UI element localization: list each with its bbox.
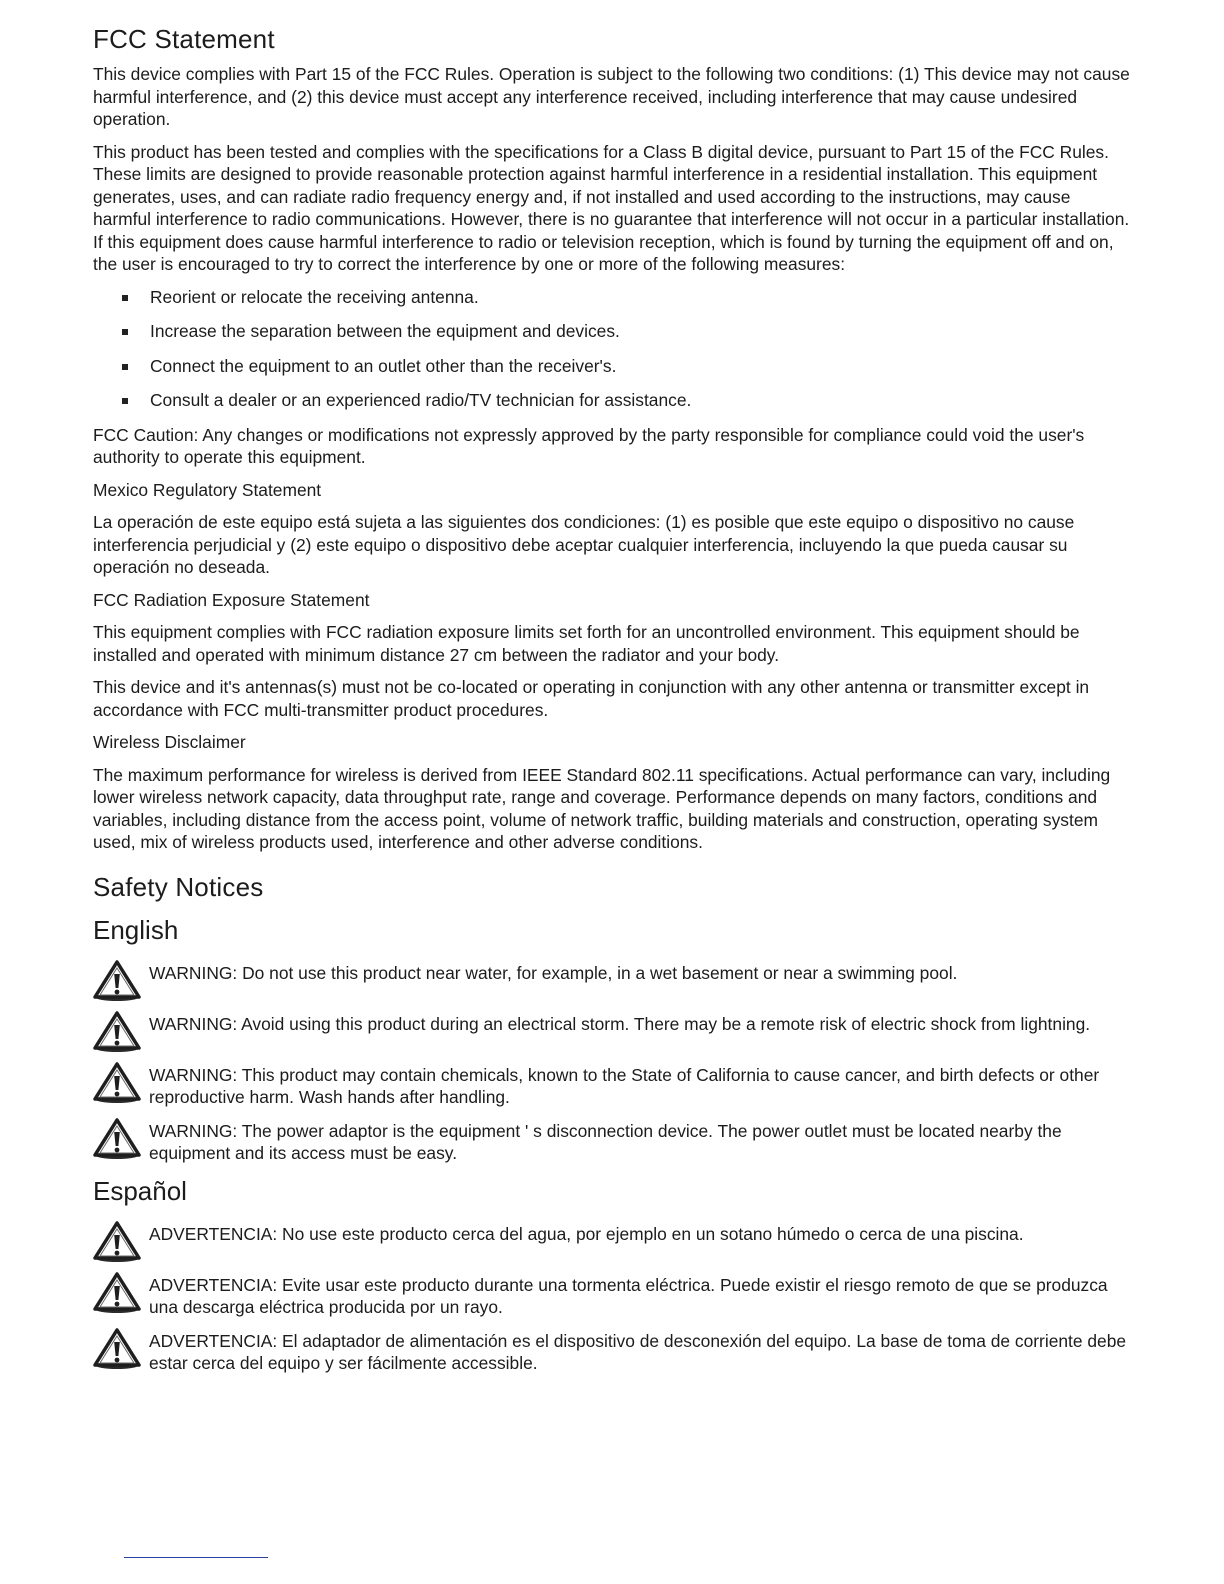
wireless-text: The maximum performance for wireless is derived from IEEE Standard 802.11 specifications. Actual performance can vary, including lower wireless network capacity, data throughput rate, range and coverage. Performance depends on many factors, conditions and variables, including distance from the access point, volume of network traffic, building materials and construction, operating system used, mix of wireless products used, interference and other adverse conditions.: [93, 764, 1111, 852]
warning-label: WARNING:: [149, 1064, 238, 1085]
warning-text: [149, 1064, 1133, 1109]
warning-triangle-icon: [93, 1328, 141, 1370]
list-item: [120, 389, 1133, 412]
warning-body: Evite usar este producto durante una tormenta eléctrica. Puede existir el riesgo remoto de que se produzca una descarga eléctrica producida por un rayo.: [149, 1274, 1108, 1317]
fcc-statement-title: FCC Statement: [93, 24, 275, 54]
warning-label: ADVERTENCIA:: [149, 1223, 278, 1244]
fcc-paragraph-2: This product has been tested and complies with the specifications for a Class B digital device, pursuant to Part 15 of the FCC Rules. These limits are designed to provide reasonable protection against harmful interference in a residential installation. This equipment generates, uses, and can radiate radio frequency energy and, if not installed and used according to the instructions, may cause harmful interference to radio communications. However, there is no guarantee that interference will not occur in a particular installation. If this equipment does cause harmful interference to radio or television reception, which is found by turning the equipment off and on, the user is encouraged to try to correct the interference by one or more of the following measures:: [93, 141, 1130, 274]
radiation-heading: FCC Radiation Exposure Statement: [93, 589, 370, 610]
list-item: [120, 286, 1133, 309]
measure-text: Increase the separation between the equipment and devices.: [150, 321, 620, 341]
list-item: [120, 320, 1133, 343]
mexico-heading: Mexico Regulatory Statement: [93, 479, 322, 500]
warning-triangle-icon: [93, 1272, 141, 1314]
warning-body: Avoid using this product during an electrical storm. There may be a remote risk of electric shock from lightning.: [237, 1013, 1091, 1034]
warning-item: [93, 1013, 1133, 1053]
safety-notices-title: Safety Notices: [93, 871, 264, 902]
square-bullet-icon: [122, 364, 128, 370]
measure-text: Connect the equipment to an outlet other than the receiver's.: [150, 355, 617, 376]
warning-triangle-icon: [93, 1221, 141, 1263]
mexico-text: La operación de este equipo está sujeta a las siguientes dos condiciones: (1) es posible que este equipo o dispositivo no cause interferencia perjudicial y (2) este equipo o dispositivo debe aceptar cualquier interferencia, incluyendo la que pueda causar su operación no deseada.: [93, 512, 1075, 577]
warning-triangle-icon: [93, 1062, 141, 1104]
warning-item: [93, 1120, 1133, 1165]
measure-text: Reorient or relocate the receiving antenna.: [150, 286, 479, 307]
warning-body: No use este producto cerca del agua, por ejemplo en un sotano húmedo o cerca de una piscina.: [277, 1223, 1024, 1244]
warning-text: [149, 1223, 1133, 1246]
warning-label: ADVERTENCIA:: [149, 1274, 278, 1295]
warning-label: ADVERTENCIA:: [149, 1330, 278, 1351]
warning-text: [149, 1274, 1133, 1319]
warning-item: [93, 962, 1133, 1002]
warning-text: [149, 1330, 1133, 1375]
fcc-caution-label: FCC Caution:: [93, 424, 199, 445]
warning-label: WARNING:: [149, 962, 238, 983]
warning-triangle-icon: [93, 960, 141, 1002]
document-page: [93, 24, 1133, 1386]
warning-text: [149, 1013, 1133, 1036]
measures-list: [93, 286, 1133, 412]
square-bullet-icon: [122, 295, 128, 301]
radiation-paragraph-2: This device and it's antennas(s) must not be co-located or operating in conjunction with any other antenna or transmitter except in accordance with FCC multi-transmitter product procedures.: [93, 677, 1090, 720]
fcc-caution-paragraph: [93, 424, 1133, 469]
warning-body: El adaptador de alimentación es el dispositivo de desconexión del equipo. La base de toma de corriente debe estar cerca del equipo y ser fácilmente accessible.: [149, 1330, 1127, 1373]
warning-item: [93, 1064, 1133, 1109]
warning-item: [93, 1330, 1133, 1375]
warning-item: [93, 1274, 1133, 1319]
warning-label: WARNING:: [149, 1120, 238, 1141]
fcc-caution-text: Any changes or modifications not expressly approved by the party responsible for compliance could void the user's authority to operate this equipment.: [93, 424, 1085, 467]
fcc-paragraph-1: This device complies with Part 15 of the FCC Rules. Operation is subject to the following two conditions: (1) This device may not cause harmful interference, and (2) this device must accept any interference received, including interference that may cause undesired operation.: [93, 64, 1130, 129]
radiation-paragraph-1: This equipment complies with FCC radiation exposure limits set forth for an uncontrolled environment. This equipment should be installed and operated with minimum distance 27 cm between the radiator and your body.: [93, 622, 1080, 665]
warning-triangle-icon: [93, 1118, 141, 1160]
english-title: English: [93, 914, 179, 945]
square-bullet-icon: [122, 398, 128, 404]
warning-text: [149, 1120, 1133, 1165]
warning-body: This product may contain chemicals, known to the State of California to cause cancer, and birth defects or other reproductive harm. Wash hands after handling.: [149, 1064, 1100, 1107]
warning-body: Do not use this product near water, for example, in a wet basement or near a swimming pool.: [237, 962, 958, 983]
warning-item: [93, 1223, 1133, 1263]
square-bullet-icon: [122, 329, 128, 335]
warning-triangle-icon: [93, 1011, 141, 1053]
warning-label: WARNING:: [149, 1013, 238, 1034]
list-item: [120, 355, 1133, 378]
warning-text: [149, 962, 1133, 985]
footer-rule: [124, 1557, 268, 1558]
measure-text: Consult a dealer or an experienced radio/TV technician for assistance.: [150, 390, 692, 410]
spanish-title: Español: [93, 1175, 187, 1206]
wireless-heading: Wireless Disclaimer: [93, 732, 246, 752]
warning-body: The power adaptor is the equipment ' s disconnection device. The power outlet must be located nearby the equipment and its access must be easy.: [149, 1120, 1062, 1163]
